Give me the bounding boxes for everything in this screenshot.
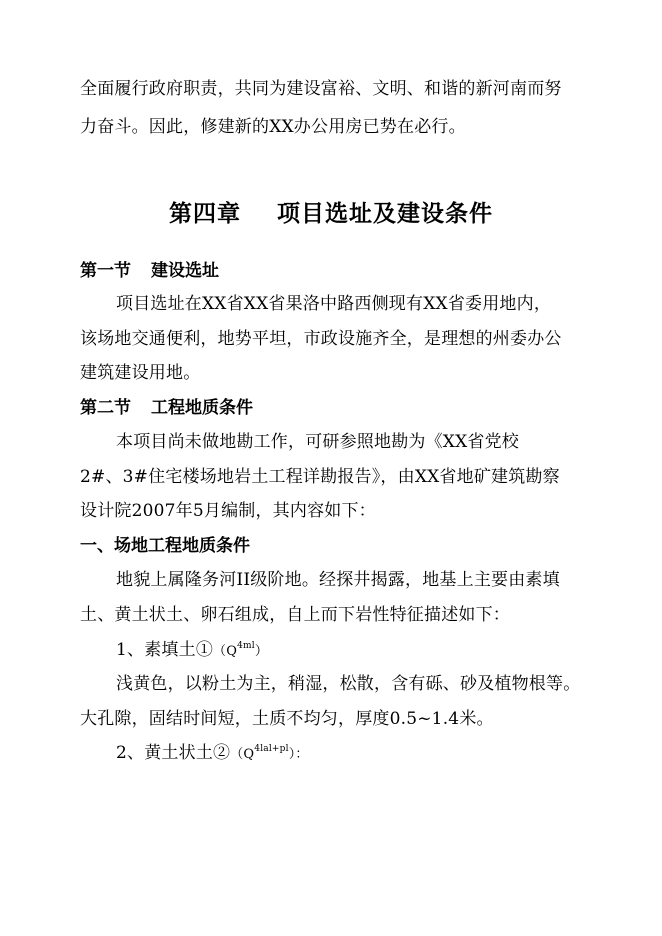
list-item-label: 2、黄土状土② [116,743,231,763]
section-heading [80,260,219,282]
paragraph-line: 2#、3#住宅楼场地岩土工程详勘报告》，由XX省地矿建筑勘察 [80,467,560,487]
paragraph-line: 本项目尚未做地勘工作，可研参照地勘为《XX省党校 [116,432,520,452]
list-item-heading [116,639,268,663]
paragraph-line: 浅黄色，以粉土为主，稍湿，松散，含有砾、砂及植物根等。 [116,674,581,694]
paragraph-line: 大孔隙，固结时间短，土质不均匀，厚度0.5~1.4米。 [80,709,494,729]
chapter-number: 第四章 [169,201,241,227]
paragraph-line: 力奋斗。因此，修建新的XX办公用房已势在必行。 [80,117,466,137]
paragraph-line: 设计院2007年5月编制，其内容如下： [80,501,376,521]
list-item-heading [116,742,309,766]
section-heading [80,397,253,419]
chapter-title: 项目选址及建设条件 [277,201,493,227]
section-title: 建设选址 [151,261,219,281]
paragraph-line: 建筑建设用地。 [80,363,201,383]
section-title: 工程地质条件 [151,398,253,418]
paragraph-line: 地貌上属隆务河II级阶地。经探井揭露，地基上主要由素填 [116,570,560,590]
formula-open: （Q [213,644,238,659]
formula-superscript: 4lal+pl [254,744,289,754]
section-number: 第二节 [80,398,131,418]
paragraph-line: 该场地交通便利，地势平坦，市政设施齐全，是理想的州委办公 [80,329,562,349]
formula-superscript: 4ml [237,641,255,651]
formula-close: ）： [288,747,309,762]
chapter-heading [0,199,662,229]
formula-close: ） [254,644,269,659]
paragraph-line: 土、黄土状土、卵石组成，自上而下岩性特征描述如下： [80,605,510,625]
section-number: 第一节 [80,261,131,281]
paragraph-line: 全面履行政府职责，共同为建设富裕、文明、和谐的新河南而努 [80,79,562,99]
subsection-heading: 一、场地工程地质条件 [80,536,250,556]
formula-open: （Q [230,747,255,762]
paragraph-line: 项目选址在XX省XX省果洛中路西侧现有XX省委用地内， [116,294,552,314]
list-item-label: 1、素填土① [116,640,214,660]
